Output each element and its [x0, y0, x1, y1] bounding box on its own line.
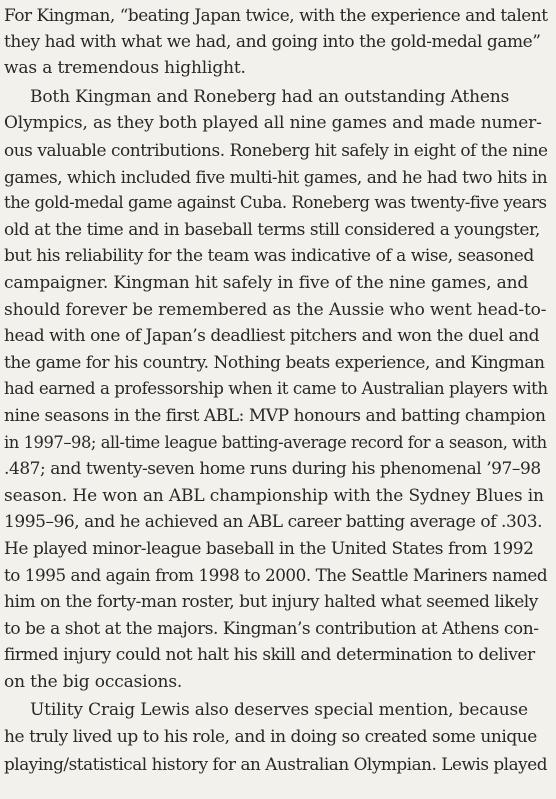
text-line: to 1995 and again from 1998 to 2000. The Seattle Mariners named	[4, 565, 548, 586]
text-line: games, which included five multi-hit games, and he had two hits in	[4, 166, 548, 187]
text-line: old at the time and in baseball terms still considered a youngster,	[4, 219, 540, 240]
text-line: but his reliability for the team was indicative of a wise, seasoned	[4, 246, 534, 267]
text-line: 1995–96, and he achieved an ABL career batting average of .303.	[4, 512, 543, 533]
text-line: the game for his country. Nothing beats experience, and Kingman	[4, 352, 545, 373]
text-line: the gold-medal game against Cuba. Roneberg was twenty-five years	[4, 193, 547, 213]
text-line: campaigner. Kingman hit safely in five of the nine games, and	[4, 272, 529, 293]
text-line: head with one of Japan’s deadliest pitchers and won the duel and	[4, 326, 540, 347]
text-line: to be a shot at the majors. Kingman’s contribution at Athens con-	[4, 618, 539, 639]
text-line: had earned a professorship when it came to Australian players with	[4, 379, 548, 399]
text-line: in 1997–98; all-time league batting-average record for a season, with	[4, 432, 547, 452]
text-line: For Kingman, “beating Japan twice, with the experience and talent	[4, 5, 548, 25]
paragraph-3	[4, 697, 548, 777]
text-line: Both Kingman and Roneberg had an outstanding Athens	[30, 86, 510, 107]
text-line: ous valuable contributions. Roneberg hit safely in eight of the nine	[4, 139, 548, 160]
text-line: was a tremendous highlight.	[4, 58, 246, 79]
text-line: playing/statistical history for an Australian Olympian. Lewis played	[4, 753, 548, 774]
text-line: nine seasons in the first ABL: MVP honours and batting champion	[4, 405, 546, 426]
text-line: on the big occasions.	[4, 671, 183, 692]
text-line: him on the forty-man roster, but injury halted what seemed likely	[4, 592, 538, 613]
text-line: he truly lived up to his role, and in doing so created some unique	[4, 727, 537, 748]
paragraph-1	[4, 2, 548, 82]
text-line: He played minor-league baseball in the United States from 1992	[4, 538, 534, 559]
text-line: Utility Craig Lewis also deserves special mention, because	[30, 700, 528, 721]
text-line: firmed injury could not halt his skill and determination to deliver	[4, 645, 535, 666]
text-line: should forever be remembered as the Aussie who went head-to-	[4, 299, 547, 320]
text-line: Olympics, as they both played all nine games and made numer-	[4, 113, 542, 134]
text-line: they had with what we had, and going into the gold-medal game”	[4, 31, 541, 52]
text-line: season. He won an ABL championship with the Sydney Blues in	[4, 485, 544, 506]
paragraph-2	[4, 84, 548, 696]
text-line: .487; and twenty-seven home runs during his phenomenal ’97–98	[4, 459, 541, 480]
